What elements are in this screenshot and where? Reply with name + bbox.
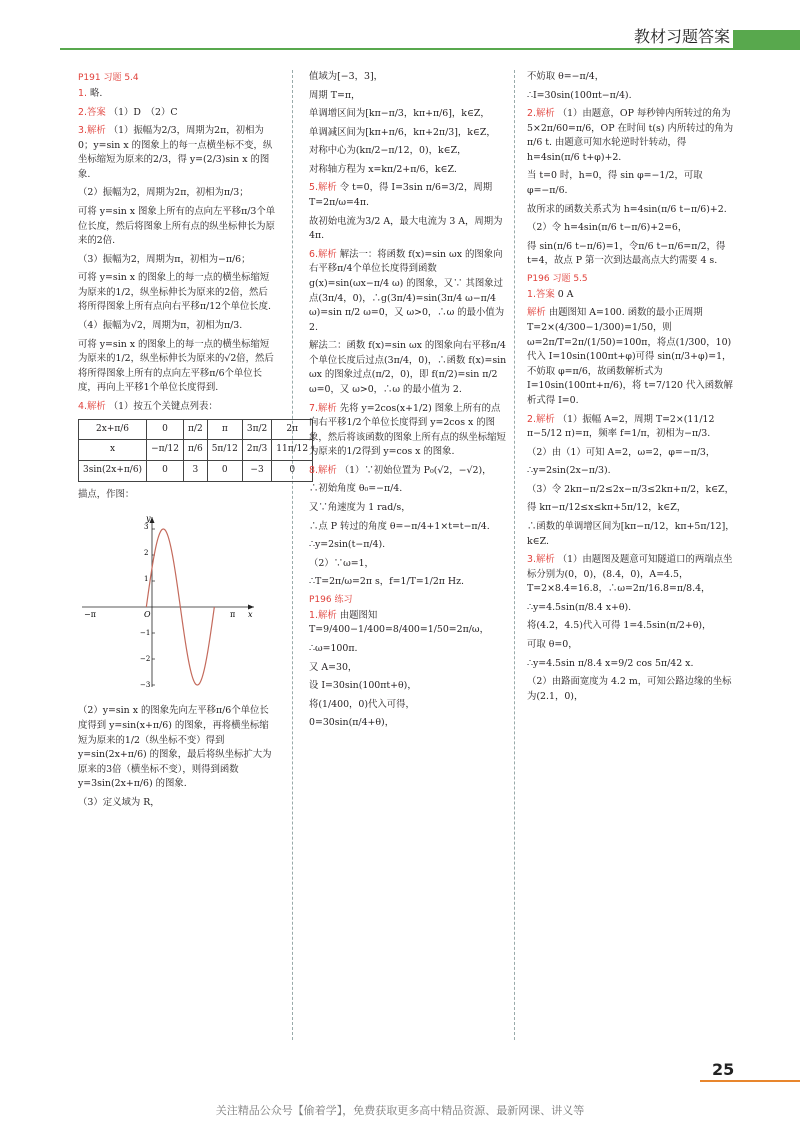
answer-text: 将(4.2，4.5)代入可得 1=4.5sin(π/2+θ)，	[527, 620, 712, 632]
answer-line	[309, 501, 509, 516]
table-cell: 2π/3	[242, 440, 271, 461]
answer-text: （2）由路面宽度为 4.2 m，可知公路边缘的坐标为(2.1，0)，	[527, 676, 732, 702]
question-label: 4.解析	[78, 400, 106, 412]
answer-text: 得 kπ−π/12≤x≤kπ+5π/12，k∈Z，	[527, 502, 687, 514]
answer-text: 故初始电流为3/2 A，最大电流为 3 A，周期为 4π.	[309, 215, 503, 242]
answer-line	[78, 704, 276, 791]
header-title: 教材习题答案	[633, 27, 730, 46]
answer-text: 可取 θ=0，	[527, 639, 578, 651]
table-cell: 0	[272, 461, 313, 482]
answer-line	[309, 70, 509, 85]
answer-text: 可将 y=sin x 的图象上的每一点的横坐标缩短为原来的1/2，纵坐标伸长为原来的√2倍，然后将所得图象上所有的点向左平移π/6个单位长度，再向上平移1个单位长度得到.	[78, 338, 274, 394]
question-label: 2.解析	[527, 108, 555, 120]
answer-list	[309, 609, 509, 731]
answer-text: （1）∵初始位置为 P₀(√2，−√2)，	[339, 464, 492, 476]
answer-text: 0=30sin(π/4+θ)，	[309, 717, 395, 729]
answer-text: （1）由题图及题意可知隧道口的两端点坐标分别为(0，0)，(8.4，0)，A=4.5，T=2×8.4=16.8，∴ω=2π/16.8=π/8.4，	[527, 554, 733, 595]
answer-text: 先将 y=2cos(x+1/2) 图象上所有的点向右平移1/2个单位长度得到 y=2cos x 的图象，然后将该函数的图象上所有点的纵坐标缩短为原来的1/2得到 y=cos x 的图象.	[309, 402, 506, 458]
tick-neg-2: −2	[140, 654, 151, 663]
answer-list	[78, 87, 276, 415]
section-title: P196 习题 5.5	[527, 273, 588, 284]
answer-text: 解法二：函数 f(x)=sin ωx 的图象向右平移π/4个单位长度后过点(3π/4，0)，∴函数 f(x)=sin ωx 的图象过点(π/2，0)，即 f(π/2)=sin π/2 ω=0，又 ω>0，∴ω 的最小值为 2.	[309, 340, 507, 395]
answer-line	[78, 124, 276, 182]
answer-text: 得 sin(π/6 t−π/6)=1，令π/6 t−π/6=π/2，得 t=4，故点 P 第一次到达最高点大约需要 4 s.	[527, 240, 726, 267]
answer-line	[527, 107, 735, 165]
table-cell: π/2	[184, 419, 208, 440]
answer-line	[309, 107, 509, 122]
answer-line	[78, 400, 276, 415]
answer-text: 对称中心为(kπ/2−π/12，0)，k∈Z，	[309, 145, 467, 157]
tick-2: 2	[144, 548, 149, 557]
table-cell: 3π/2	[242, 419, 271, 440]
answer-line	[527, 483, 735, 498]
answer-text: 单调增区间为[kπ−π/3，kπ+π/6]，k∈Z，	[309, 108, 490, 120]
graph-caption: 描点，作图：	[78, 489, 135, 501]
answer-text: 解法一：将函数 f(x)=sin ωx 的图象向右平移π/4个单位长度得到函数 g(x)=sin(ωx−π/4 ω) 的图象，又∵ 其图象过点(3π/4，0)，∴g(3π/4)=sin(3π/4 ω−π/4 ω)=sin π/2 ω=0，又 ω>0，∴ω 的最小值为 2.	[309, 248, 505, 333]
question-label: 5.解析	[309, 182, 337, 194]
answer-line	[78, 253, 276, 268]
answer-line	[527, 553, 735, 597]
answer-line	[527, 169, 735, 198]
answer-line	[527, 601, 735, 616]
answer-line	[309, 642, 509, 657]
answer-line	[527, 221, 735, 236]
answer-text: 0 A	[557, 288, 574, 300]
answer-text: （1）由题意，OP 每秒钟内所转过的角为5×2π/60=π/6，OP 在时间 t(s) 内所转过的角为π/6 t. 由题意可知水轮逆时针转动，得 h=4sin(π/6 t+φ)+2.	[527, 108, 734, 163]
table-row	[79, 461, 313, 482]
answer-text: 又 A=30，	[309, 661, 358, 673]
answer-text: 由题图知 A=100. 函数的最小正周期 T=2×(4/300−1/300)=1/50，则 ω=2π/T=2π/(1/50)=100π，将点(1/300，10)代入 I=10sin(100πt+φ)可得 sin(π/3+φ)=1，不妨取 φ=π/6，故函数解析式为 I=10sin(100πt+π/6)，将 t=7/120 代入函数解析式得 I=0.	[527, 307, 733, 406]
answer-list-continued	[78, 704, 276, 810]
section-title: P191 习题 5.4	[78, 73, 139, 83]
table-cell: 2π	[272, 419, 313, 440]
answer-text: 值域为[−3，3]，	[309, 71, 383, 82]
answer-text: 设 I=30sin(100πt+θ)，	[309, 680, 417, 692]
table-cell: π	[207, 419, 242, 440]
answer-text: ∴y=4.5sin(π/8.4 x+θ).	[527, 601, 632, 613]
origin-label: O	[144, 609, 151, 619]
column-divider-2	[514, 70, 515, 1040]
answer-line	[309, 144, 509, 159]
table-cell: 2x+π/6	[79, 419, 147, 440]
answer-line	[527, 464, 735, 479]
question-label: 2.解析	[527, 413, 555, 425]
answer-line	[309, 215, 509, 244]
table-cell: 3sin(2x+π/6)	[79, 461, 147, 482]
table-cell: π/6	[184, 440, 208, 461]
answer-text: ∴初始角度 θ₀=−π/4.	[309, 483, 403, 495]
answer-line	[309, 575, 509, 590]
question-label: 解析	[527, 307, 546, 319]
answer-line	[527, 638, 735, 653]
table-cell: −3	[242, 461, 271, 482]
answer-text: （2）振幅为2，周期为2π，初相为π/3；	[78, 187, 249, 199]
tick-3: 3	[144, 522, 149, 531]
table-cell: 5π/12	[207, 440, 242, 461]
answer-line	[527, 70, 735, 85]
answer-text: （2）∵ω=1，	[309, 557, 374, 569]
answer-line	[78, 796, 276, 811]
column-2	[309, 70, 509, 735]
page-number-bar	[700, 1080, 800, 1082]
page-number: 25	[712, 1060, 735, 1079]
question-label: 1.	[78, 87, 87, 99]
answer-line	[527, 306, 735, 408]
column-divider-1	[292, 70, 293, 1040]
table-cell: 0	[207, 461, 242, 482]
x-axis-label: x	[248, 609, 253, 619]
table-cell: 0	[147, 461, 184, 482]
answer-text: 对称轴方程为 x=kπ/2+π/6，k∈Z.	[309, 163, 457, 175]
answer-text: ∴y=4.5sin π/8.4 x=9/2 cos 5π/42 x.	[527, 657, 694, 669]
answer-list	[527, 288, 735, 704]
answer-text: （3）令 2kπ−π/2≤2x−π/3≤2kπ+π/2，k∈Z，	[527, 483, 734, 495]
table-cell: 11π/12	[272, 440, 313, 461]
answer-text: （2）由（1）可知 A=2，ω=2，φ=−π/3，	[527, 446, 716, 458]
question-label: 1.答案	[527, 288, 555, 300]
table-cell: 3	[184, 461, 208, 482]
answer-text: ∴I=30sin(100πt−π/4).	[527, 89, 632, 101]
answer-text: ∴T=2π/ω=2π s，f=1/T=1/2π Hz.	[309, 576, 465, 588]
question-label: 3.解析	[527, 554, 555, 566]
answer-line	[527, 203, 735, 218]
answer-text: 不妨取 θ=−π/4，	[527, 71, 605, 82]
table-cell: x	[79, 440, 147, 461]
question-label: 3.解析	[78, 125, 106, 137]
answer-text: （1）D （2）C	[108, 106, 178, 118]
answer-line	[309, 538, 509, 553]
table-row	[79, 419, 313, 440]
table-cell: 0	[147, 419, 184, 440]
answer-text: 又∵角速度为 1 rad/s，	[309, 502, 411, 514]
question-label: 6.解析	[309, 248, 337, 260]
answer-line	[309, 609, 509, 638]
answer-line	[309, 716, 509, 731]
answer-line	[309, 464, 509, 479]
answer-text: 可将 y=sin x 的图象上的每一点的横坐标缩短为原来的1/2，纵坐标伸长为原来的2倍，然后将所得图象上所有点向右平移π/12个单位长度.	[78, 272, 271, 313]
answer-text: （2）y=sin x 的图象先向左平移π/6个单位长度得到 y=sin(x+π/6) 的图象，再将横坐标缩短为原来的1/2（纵坐标不变）得到 y=sin(2x+π/6) 的图象，最后将纵坐标扩大为原来的3倍（横坐标不变），则得到函数 y=3sin(2x+π/6) 的图象.	[78, 705, 272, 790]
answer-line	[309, 698, 509, 713]
answer-line	[309, 557, 509, 572]
answer-text: （1）振幅 A=2，周期 T=2×(11/12 π−5/12 π)=π，频率 f=1/π，初相为−π/3.	[527, 413, 715, 440]
answer-text: 由题图知 T=9/400−1/400=8/400=1/50=2π/ω，	[309, 609, 489, 636]
answer-list	[309, 70, 509, 590]
tick-pi: π	[230, 609, 236, 619]
answer-text: 将(1/400，0)代入可得，	[309, 698, 415, 710]
key-point-table	[78, 419, 313, 483]
answer-line	[309, 339, 509, 397]
answer-text: （3）振幅为2，周期为π，初相为−π/6；	[78, 253, 251, 265]
column-3	[527, 70, 735, 708]
answer-text: 故所求的函数关系式为 h=4sin(π/6 t−π/6)+2.	[527, 203, 727, 215]
answer-text: ∴ω=100π.	[309, 643, 358, 655]
answer-line	[309, 402, 509, 460]
tick-neg-3: −3	[140, 680, 151, 689]
answer-line	[78, 87, 276, 102]
answer-text: （3）定义域为 R，	[78, 796, 160, 808]
answer-line	[527, 446, 735, 461]
column-1	[78, 70, 309, 815]
answer-line	[527, 501, 735, 516]
answer-line	[78, 338, 276, 396]
answer-line	[527, 413, 735, 442]
tick-1: 1	[144, 574, 149, 583]
answer-line	[309, 89, 509, 104]
answer-line	[527, 619, 735, 634]
answer-line	[527, 657, 735, 672]
answer-line	[309, 661, 509, 676]
x-axis-arrow	[248, 604, 254, 609]
answer-text: （4）振幅为√2，周期为π，初相为π/3.	[78, 320, 243, 332]
answer-line	[309, 163, 509, 178]
answer-list	[527, 70, 735, 269]
answer-text: ∴函数的单调增区间为[kπ−π/12，kπ+5π/12]，k∈Z.	[527, 520, 735, 547]
answer-line	[309, 126, 509, 141]
table-cell: −π/12	[147, 440, 184, 461]
answer-line	[309, 679, 509, 694]
answer-text: 周期 T=π，	[309, 89, 361, 101]
answer-text: （1）振幅为2/3，周期为2π，初相为0；y=sin x 的图象上的每一点横坐标不变，纵坐标缩短为原来的2/3，得 y=(2/3)sin x 的图象.	[78, 125, 273, 180]
answer-text: 令 t=0，得 I=3sin π/6=3/2，周期 T=2π/ω=4π.	[309, 182, 493, 209]
question-label: 8.解析	[309, 464, 337, 476]
answer-line	[309, 181, 509, 210]
answer-text: 单调减区间为[kπ+π/6，kπ+2π/3]，k∈Z，	[309, 126, 496, 138]
answer-line	[78, 271, 276, 315]
question-label: 7.解析	[309, 402, 337, 414]
answer-line	[78, 106, 276, 121]
answer-line	[78, 319, 276, 334]
sine-graph	[78, 511, 258, 693]
answer-text: （1）按五个关键点列表：	[108, 400, 218, 412]
question-label: 1.解析	[309, 609, 337, 621]
section-title: P196 练习	[309, 594, 353, 605]
answer-line	[527, 675, 735, 704]
answer-line	[527, 288, 735, 303]
header-rule	[60, 48, 800, 50]
answer-line	[309, 248, 509, 335]
header-tab	[733, 30, 800, 50]
answer-line	[309, 482, 509, 497]
footer-note: 关注精品公众号【偷着学】，免费获取更多高中精品资源、最新网课、讲义等	[215, 1104, 585, 1117]
answer-text: 略.	[89, 87, 103, 99]
answer-line	[527, 89, 735, 104]
answer-line	[527, 240, 735, 269]
answer-text: ∴点 P 转过的角度 θ=−π/4+1×t=t−π/4.	[309, 520, 490, 532]
tick-neg-pi: −π	[84, 609, 96, 619]
question-label: 2.答案	[78, 106, 106, 118]
y-axis-label: y	[146, 513, 151, 523]
answer-text: （2）令 h=4sin(π/6 t−π/6)+2=6，	[527, 222, 688, 234]
answer-line	[527, 520, 735, 549]
answer-text: 可将 y=sin x 图象上所有的点向左平移π/3个单位长度，然后将图象上所有点的纵坐标伸长为原来的2倍.	[78, 205, 276, 247]
answer-line	[309, 520, 509, 535]
table-row	[79, 440, 313, 461]
tick-neg-1: −1	[140, 628, 151, 637]
answer-line	[78, 205, 276, 249]
answer-line	[78, 186, 276, 201]
answer-text: 当 t=0 时，h=0，得 sin φ=−1/2，可取 φ=−π/6.	[527, 170, 703, 197]
answer-text: ∴y=2sin(t−π/4).	[309, 539, 386, 551]
answer-text: ∴y=2sin(2x−π/3).	[527, 465, 611, 477]
